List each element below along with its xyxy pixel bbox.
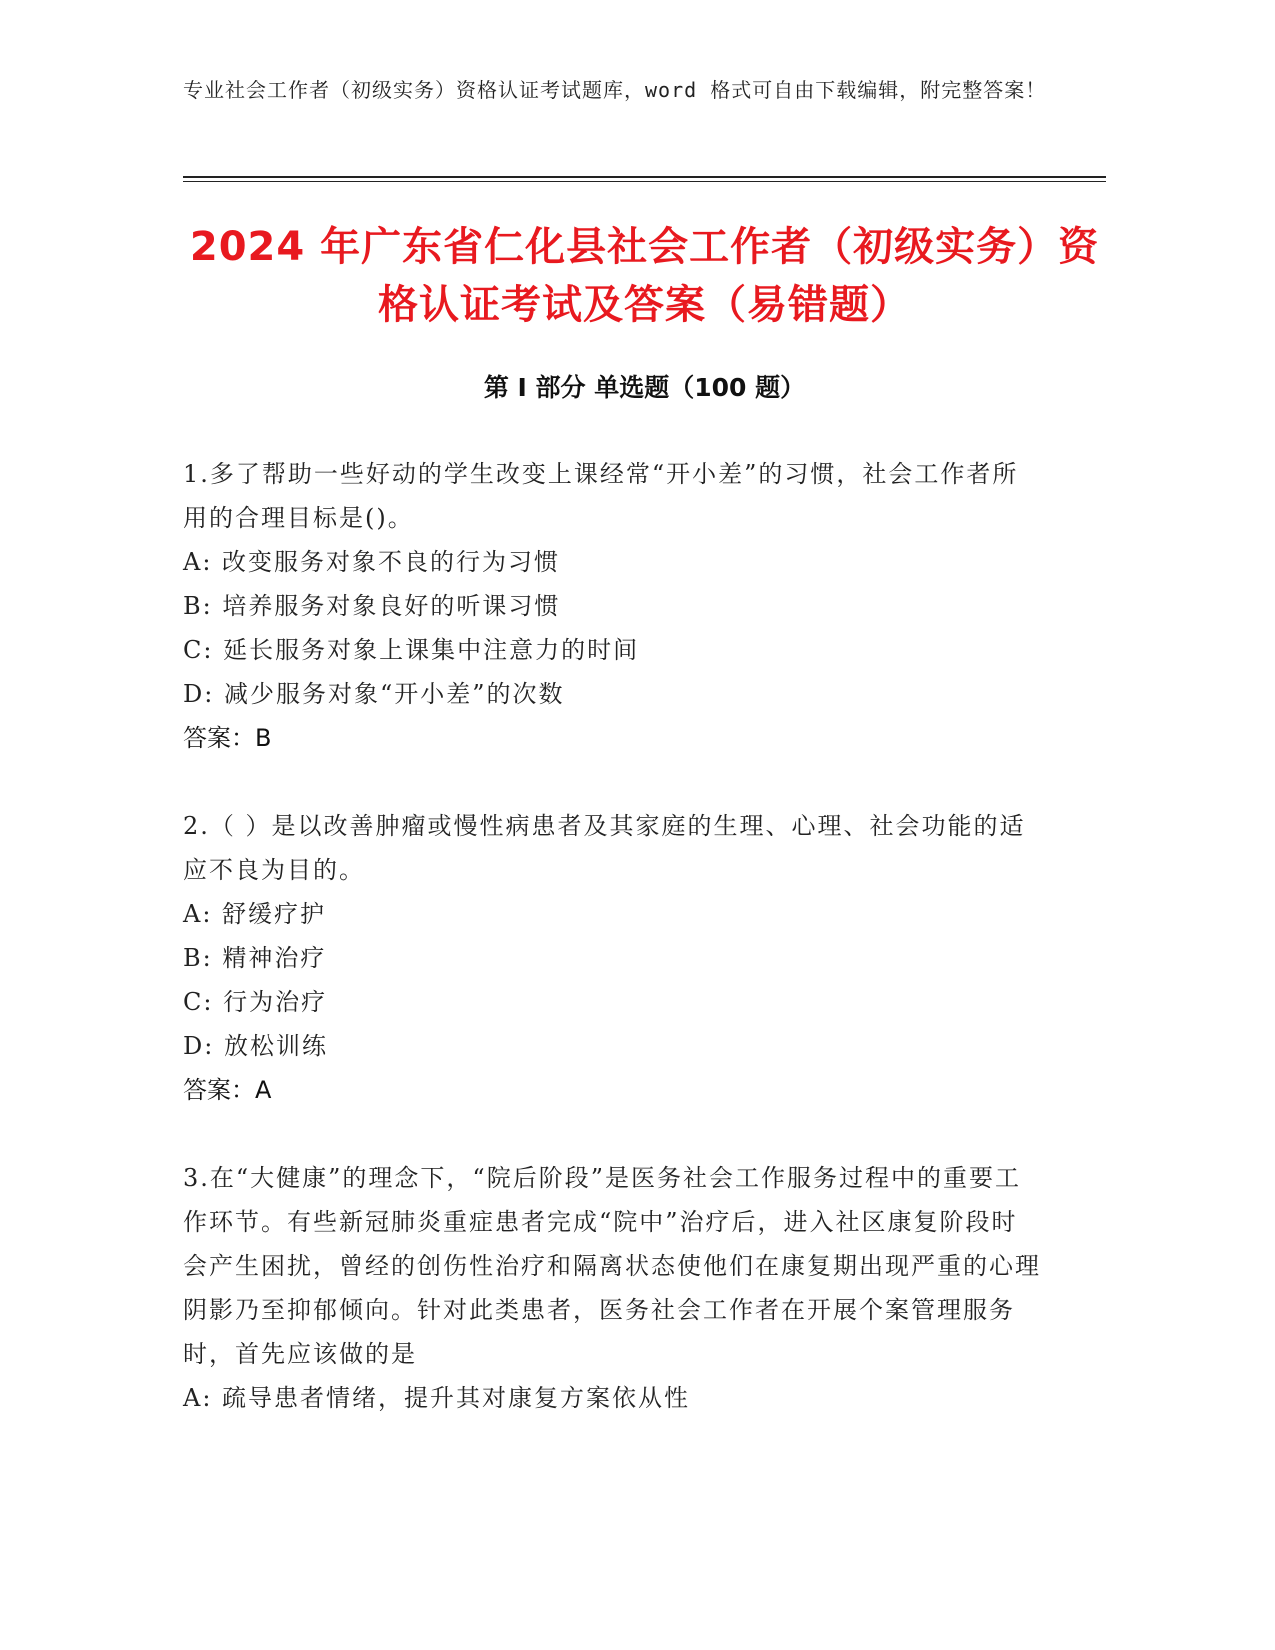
question-stem: 1.多了帮助一些好动的学生改变上课经常“开小差”的习惯，社会工作者所用的合理目标是()。 — [183, 460, 1019, 532]
option-a: A: 疏导患者情绪，提升其对康复方案依从性 — [183, 1384, 691, 1412]
option-d: D: 减少服务对象“开小差”的次数 — [183, 680, 565, 708]
option-b: B: 培养服务对象良好的听课习惯 — [183, 592, 561, 620]
answer: 答案：A — [183, 1076, 272, 1104]
header-divider-thick — [183, 176, 1106, 178]
option-a: A: 改变服务对象不良的行为习惯 — [183, 548, 561, 576]
header-note: 专业社会工作者（初级实务）资格认证考试题库，word 格式可自由下载编辑，附完整答案！ — [183, 78, 1047, 102]
question-2 — [183, 804, 1043, 1112]
option-c: C: 行为治疗 — [183, 988, 328, 1016]
question-stem: 3.在“大健康”的理念下，“院后阶段”是医务社会工作服务过程中的重要工作环节。有些新冠肺炎重症患者完成“院中”治疗后，进入社区康复阶段时会产生困扰，曾经的创伤性治疗和隔离状态使他们在康复期出现严重的心理阴影乃至抑郁倾向。针对此类患者，医务社会工作者在开展个案管理服务时，首先应该做的是 — [183, 1164, 1041, 1368]
question-stem: 2.（ ）是以改善肿瘤或慢性病患者及其家庭的生理、心理、社会功能的适应不良为目的。 — [183, 812, 1026, 884]
option-b: B: 精神治疗 — [183, 944, 327, 972]
question-3 — [183, 1156, 1043, 1420]
document-title: 2024 年广东省仁化县社会工作者（初级实务）资格认证考试及答案（易错题） — [189, 224, 1100, 328]
header-divider-thin — [183, 181, 1106, 182]
answer: 答案：B — [183, 724, 272, 752]
question-list — [183, 452, 1043, 1464]
section-title: 第 I 部分 单选题（100 题） — [483, 373, 806, 402]
option-d: D: 放松训练 — [183, 1032, 328, 1060]
option-c: C: 延长服务对象上课集中注意力的时间 — [183, 636, 640, 664]
option-a: A: 舒缓疗护 — [183, 900, 327, 928]
question-1 — [183, 452, 1043, 760]
